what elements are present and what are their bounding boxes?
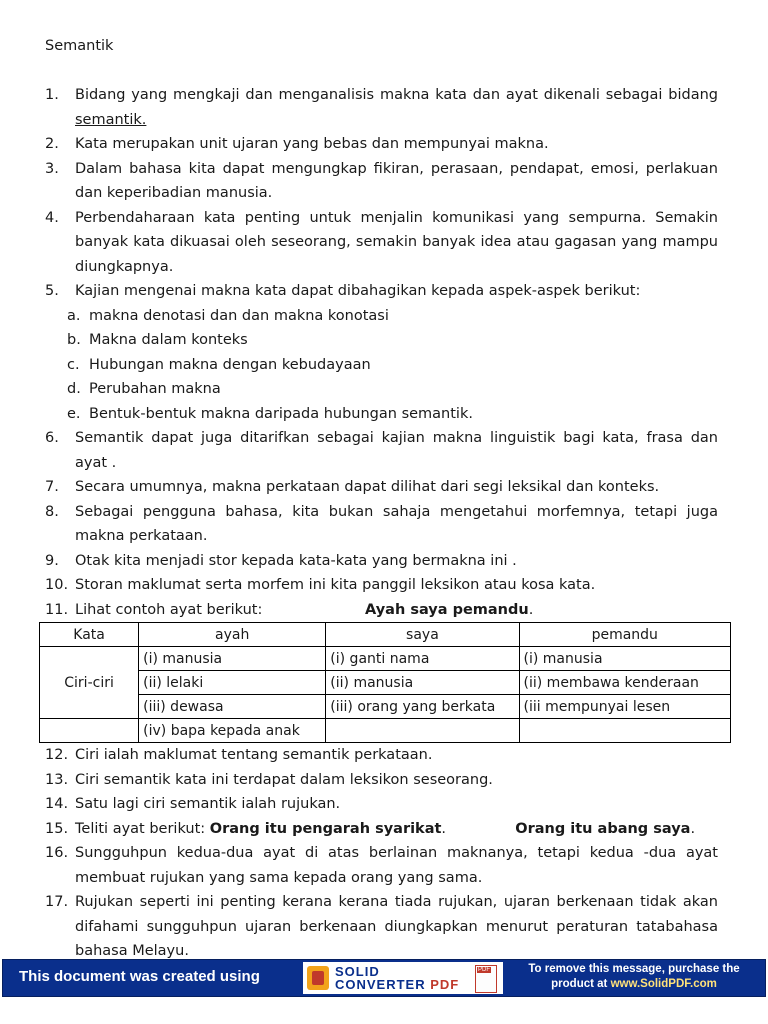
page-title: Semantik	[45, 38, 114, 54]
item-number: 10.	[45, 577, 69, 593]
list-item	[45, 890, 718, 964]
table-cell: (iii) orang yang berkata	[326, 695, 519, 719]
item-text: Ciri ialah maklumat tentang semantik perkataan.	[75, 747, 433, 763]
sub-item	[45, 328, 718, 353]
item-number: 2.	[45, 136, 59, 152]
solidpdf-link[interactable]: www.SolidPDF.com	[610, 978, 717, 990]
list-item	[45, 768, 718, 793]
sub-item-text: Bentuk-bentuk makna daripada hubungan semantik.	[89, 405, 473, 422]
banner-right-text: To remove this message, purchase the product at www.SolidPDF.com	[528, 963, 740, 990]
sub-item-letter: b.	[67, 332, 81, 348]
row-label-cell: Ciri-ciri	[40, 647, 139, 719]
list-item	[45, 817, 718, 842]
item-number: 7.	[45, 479, 59, 495]
table-cell	[326, 719, 519, 743]
item-number: 8.	[45, 503, 59, 520]
table-cell	[519, 719, 730, 743]
banner-left-text: This document was created using	[19, 968, 260, 985]
item-number: 11.	[45, 601, 69, 618]
list-item	[45, 132, 718, 157]
watermark-banner	[2, 959, 766, 997]
item-number: 9.	[45, 552, 59, 569]
table-header-cell: Kata	[40, 623, 139, 647]
logo-line2: CONVERTER PDF	[335, 977, 460, 992]
sub-item-letter: c.	[67, 356, 80, 373]
list-item	[45, 475, 718, 500]
list-item	[45, 500, 718, 549]
table-cell: (i) manusia	[139, 647, 326, 671]
table-cell: (iii) dewasa	[139, 695, 326, 719]
table-header-cell: ayah	[139, 623, 326, 647]
item-number: 14.	[45, 796, 69, 812]
item-number: 4.	[45, 209, 59, 226]
item-number: 1.	[45, 87, 59, 103]
table-row	[40, 647, 731, 671]
underlined-term: semantik.	[75, 111, 147, 128]
item-text: Perbendaharaan kata penting untuk menjalin komunikasi yang sempurna. Semakin banyak kata dikuasai oleh seseorang, semakin banyak idea atau gagasan yang mampu diungkapnya.	[75, 209, 718, 275]
pdf-document-icon: PDF	[475, 965, 497, 993]
solid-converter-logo	[303, 962, 503, 994]
item-number: 17.	[45, 894, 69, 910]
sub-item-letter: d.	[67, 381, 81, 397]
table-cell: (ii) lelaki	[139, 671, 326, 695]
list-item	[45, 743, 718, 768]
item-number: 6.	[45, 430, 59, 446]
item-text: Kata merupakan unit ujaran yang bebas dan mempunyai makna.	[75, 136, 549, 152]
example-sentence: Ayah saya pemandu.	[365, 601, 534, 618]
table-row	[40, 719, 731, 743]
sub-item	[45, 377, 718, 402]
item-text: Satu lagi ciri semantik ialah rujukan.	[75, 796, 341, 812]
table-cell: (ii) membawa kenderaan	[519, 671, 730, 695]
item-text: Sebagai pengguna bahasa, kita bukan sahaja mengetahui morfemnya, tetapi juga makna perkataan.	[75, 503, 718, 544]
sub-item-letter: e.	[67, 405, 81, 422]
list-item	[45, 841, 718, 890]
item-text: Secara umumnya, makna perkataan dapat dilihat dari segi leksikal dan konteks.	[75, 479, 660, 495]
sub-item	[45, 353, 718, 378]
item-number: 5.	[45, 283, 59, 299]
item-text: Semantik dapat juga ditarifkan sebagai kajian makna linguistik bagi kata, frasa dan ayat .	[75, 430, 718, 471]
example-sentence-2: Orang itu abang saya	[515, 820, 691, 837]
list-item	[45, 279, 718, 304]
table-cell: (iv) bapa kepada anak	[139, 719, 326, 743]
sub-item-letter: a.	[67, 307, 81, 324]
sub-item	[45, 402, 718, 427]
table-cell: (i) ganti nama	[326, 647, 519, 671]
ciri-table	[39, 622, 731, 743]
list-item	[45, 83, 718, 132]
item-text: Otak kita menjadi stor kepada kata-kata yang bermakna ini .	[75, 552, 517, 569]
table-row	[40, 671, 731, 695]
item-number: 3.	[45, 160, 59, 177]
item-text: Ciri semantik kata ini terdapat dalam leksikon seseorang.	[75, 771, 493, 788]
sub-item-text: Makna dalam konteks	[89, 332, 248, 348]
table-header-cell: pemandu	[519, 623, 730, 647]
table-header-row	[40, 623, 731, 647]
sub-item-text: Perubahan makna	[89, 381, 221, 397]
list-item	[45, 792, 718, 817]
list-item	[45, 206, 718, 280]
list-item	[45, 549, 718, 574]
item-text: Lihat contoh ayat berikut:	[75, 601, 263, 618]
item-text: Rujukan seperti ini penting kerana kerana tiada rujukan, ujaran berkenaan tidak akan difahami sungguhpun ujaran berkenaan diungkapkan menurut peraturan tatabahasa bahasa Melayu.	[75, 894, 718, 959]
item-text: Storan maklumat serta morfem ini kita panggil leksikon atau kosa kata.	[75, 577, 596, 593]
sub-item	[45, 304, 718, 329]
example-sentence-1: Orang itu pengarah syarikat	[209, 820, 442, 837]
sub-item-text: makna denotasi dan dan makna konotasi	[89, 307, 389, 324]
logo-line1: SOLID	[335, 964, 380, 979]
item-text: Dalam bahasa kita dapat mengungkap fikiran, perasaan, pendapat, emosi, perlakuan dan keperibadian manusia.	[75, 160, 718, 201]
item-text: Kajian mengenai makna kata dapat dibahagikan kepada aspek-aspek berikut:	[75, 283, 641, 299]
item-text: Bidang yang mengkaji dan menganalisis makna kata dan ayat dikenali sebagai bidang semantik.	[75, 87, 718, 128]
table-row	[40, 695, 731, 719]
table-header-cell: saya	[326, 623, 519, 647]
table-cell: (ii) manusia	[326, 671, 519, 695]
item-number: 12.	[45, 747, 69, 763]
item-text: Sungguhpun kedua-dua ayat di atas berlainan maknanya, tetapi kedua -dua ayat membuat rujukan yang sama kepada orang yang sama.	[75, 845, 718, 886]
list-item	[45, 573, 718, 598]
table-cell-empty	[40, 719, 139, 743]
table-cell: (iii mempunyai lesen	[519, 695, 730, 719]
document-body	[45, 83, 718, 964]
list-item	[45, 598, 718, 623]
item-number: 13.	[45, 771, 69, 788]
table-cell: (i) manusia	[519, 647, 730, 671]
list-item	[45, 426, 718, 475]
item-text: Teliti ayat berikut: Orang itu pengarah syarikat. Orang itu abang saya.	[75, 820, 696, 837]
logo-mark-icon	[307, 966, 329, 990]
list-item	[45, 157, 718, 206]
item-number: 15.	[45, 820, 69, 837]
item-number: 16.	[45, 845, 69, 861]
sub-item-text: Hubungan makna dengan kebudayaan	[89, 356, 371, 373]
